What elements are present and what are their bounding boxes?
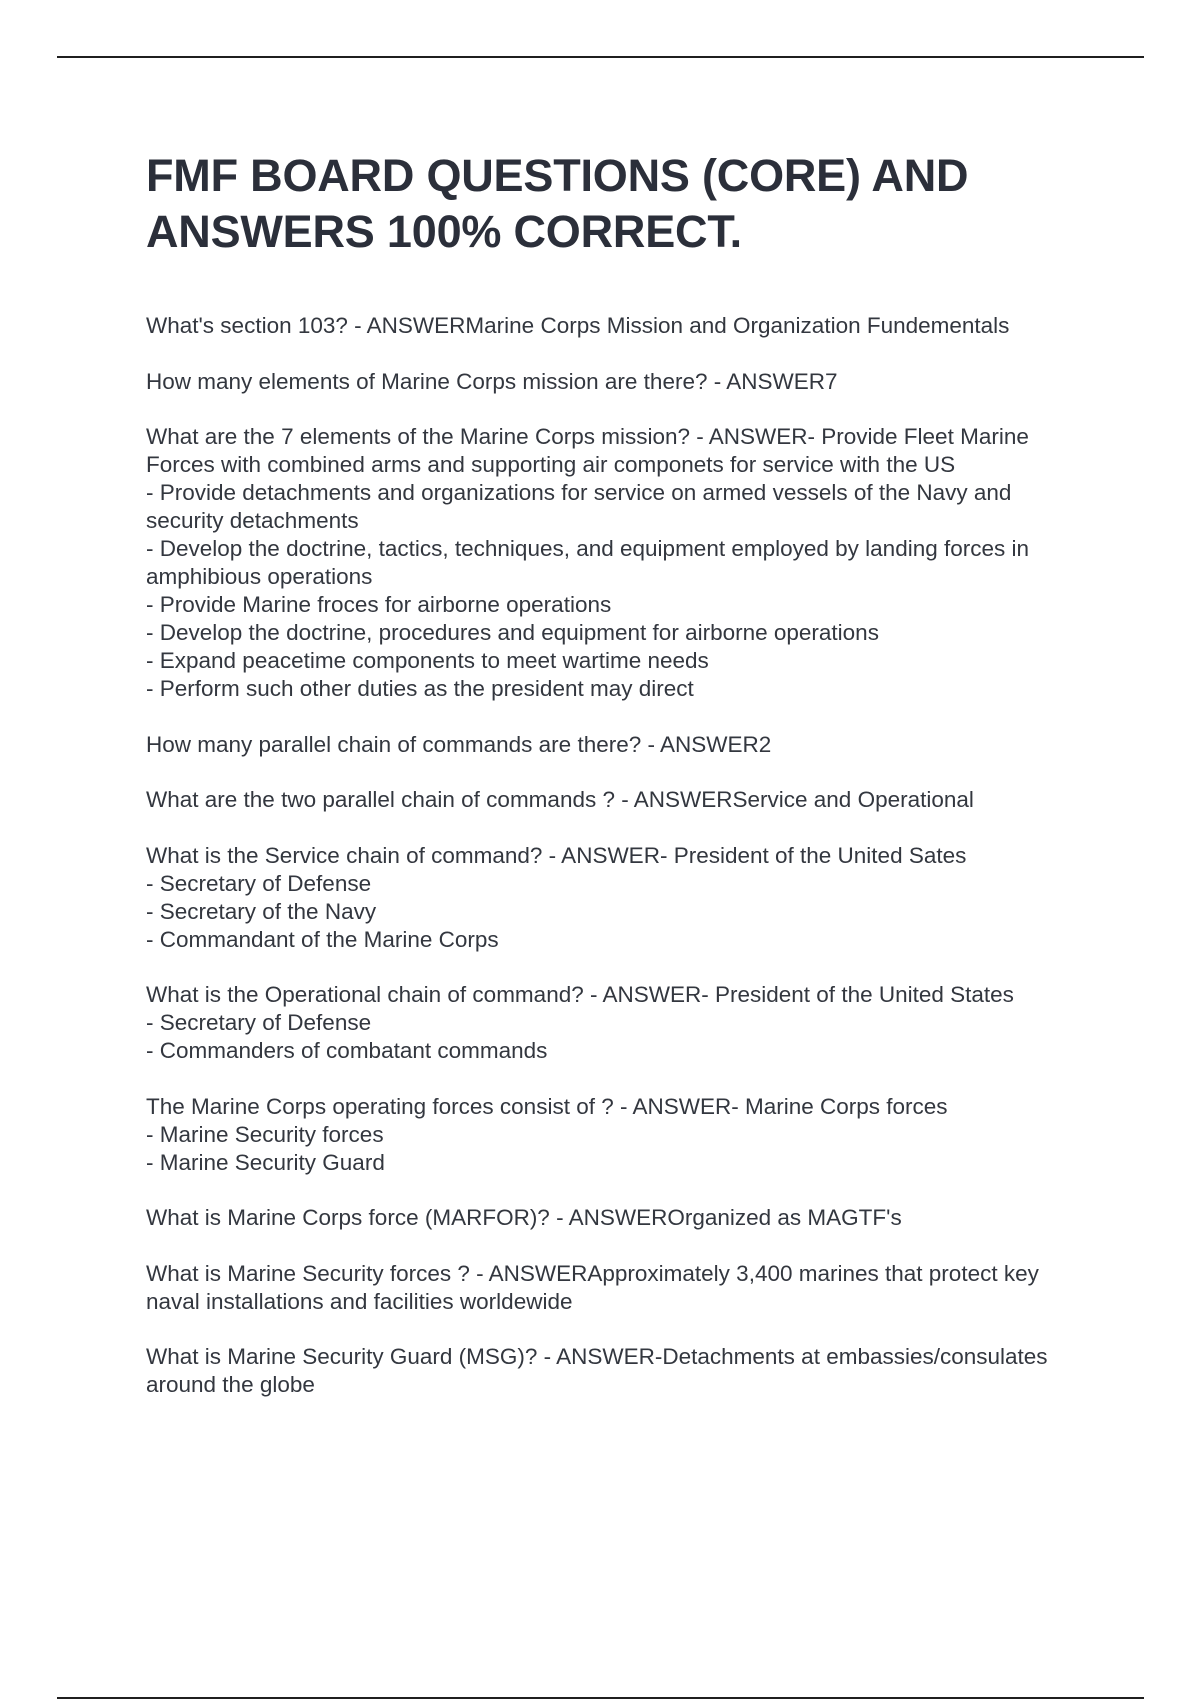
question-text: What is Marine Corps force (MARFOR)? - ANSWER: [146, 1205, 668, 1230]
question-text: How many parallel chain of commands are there? - ANSWER: [146, 731, 759, 757]
qa-entry: [146, 1260, 1090, 1316]
question-text: How many elements of Marine Corps mission are there? - ANSWER: [146, 368, 825, 394]
question-text: What is the Service chain of command? - ANSWER: [146, 842, 660, 868]
answer-line: - Secretary of Defense: [146, 1010, 372, 1035]
question-text: What is the Operational chain of command? - ANSWER: [146, 982, 702, 1007]
answer-line: - Secretary of Defense: [146, 870, 372, 896]
answer-text: - President of the United States: [701, 982, 1014, 1007]
answer-line: - Develop the doctrine, procedures and equipment for airborne operations: [146, 620, 879, 645]
answer-line: - Develop the doctrine, tactics, techniques, and equipment employed by landing forces in amphibious operations: [146, 536, 1030, 589]
answer-text: - Marine Corps forces: [731, 1093, 948, 1119]
answer-line: - Commandant of the Marine Corps: [146, 926, 499, 952]
answer-text: -Detachments at embassies/consulates around the globe: [146, 1344, 1048, 1397]
qa-entry: [146, 1343, 1090, 1399]
answer-text: 2: [758, 731, 772, 757]
answer-line: - Secretary of the Navy: [146, 898, 377, 924]
answer-line: - Marine Security forces: [146, 1121, 384, 1147]
answer-line: - Expand peacetime components to meet wartime needs: [146, 648, 709, 673]
qa-entry: [146, 981, 1090, 1065]
answer-line: - Commanders of combatant commands: [146, 1038, 548, 1063]
answer-line: - Provide detachments and organizations for service on armed vessels of the Navy and security detachments: [146, 480, 1012, 533]
answer-text: Organized as MAGTF's: [667, 1205, 902, 1230]
question-text: What's section 103? - ANSWER: [146, 313, 466, 338]
qa-entry: [146, 842, 1090, 954]
question-text: The Marine Corps operating forces consist of ? - ANSWER: [146, 1093, 732, 1119]
answer-text: Approximately 3,400 marines that protect key naval installations and facilities worldewide: [146, 1260, 1039, 1314]
answer-line: - Marine Security Guard: [146, 1149, 385, 1175]
qa-entry: [146, 1093, 1090, 1177]
question-text: What are the 7 elements of the Marine Corps mission? - ANSWER: [146, 424, 808, 449]
bottom-rule: [57, 1697, 1144, 1699]
top-rule: [57, 56, 1144, 58]
answer-text: - Provide Fleet Marine Forces with combined arms and supporting air componets for service with the US: [146, 424, 1029, 477]
answer-line: - Perform such other duties as the president may direct: [146, 676, 694, 701]
answer-text: Marine Corps Mission and Organization Fundementals: [465, 313, 1010, 338]
qa-entry: [146, 786, 1090, 814]
qa-entry: [146, 731, 1090, 759]
qa-entry: [146, 1204, 1090, 1232]
document-title: FMF BOARD QUESTIONS (CORE) AND ANSWERS 100% CORRECT.: [146, 150, 969, 257]
question-text: What is Marine Security forces ? - ANSWER: [146, 1260, 588, 1286]
question-text: What is Marine Security Guard (MSG)? - ANSWER: [146, 1344, 655, 1369]
qa-entry: [146, 368, 1090, 396]
question-text: What are the two parallel chain of commands ? - ANSWER: [146, 787, 733, 812]
qa-list: [146, 312, 1090, 1427]
answer-text: Service and Operational: [732, 787, 974, 812]
qa-entry: [146, 423, 1090, 703]
answer-text: 7: [825, 368, 838, 394]
answer-line: - Provide Marine froces for airborne operations: [146, 592, 612, 617]
qa-entry: [146, 312, 1090, 340]
answer-text: - President of the United Sates: [659, 842, 967, 868]
